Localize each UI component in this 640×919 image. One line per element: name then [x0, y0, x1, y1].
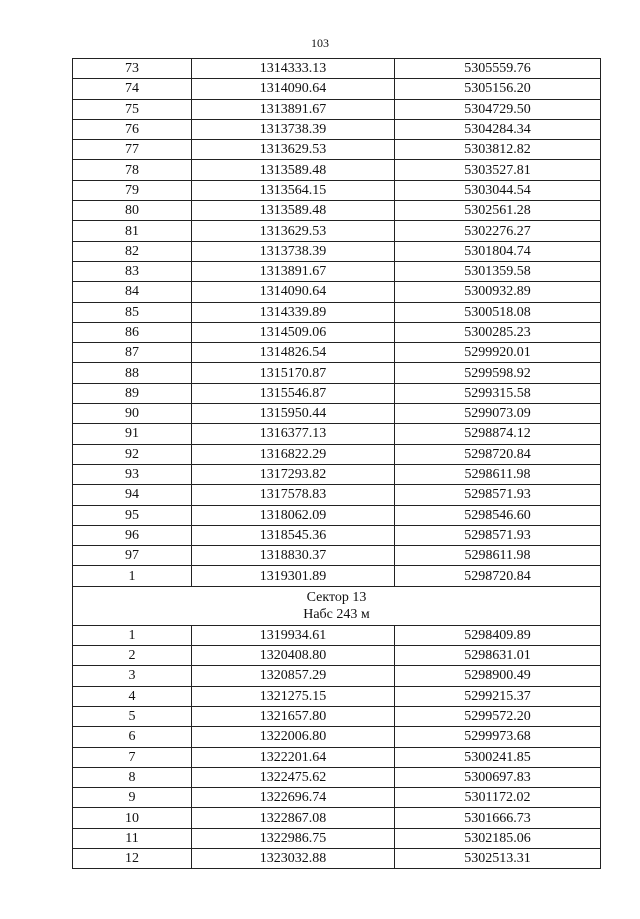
table-row: [73, 404, 601, 424]
table-row: [73, 646, 601, 666]
point-number-cell: 11: [73, 828, 192, 848]
coordinates-table: [72, 58, 601, 869]
point-number-cell: 74: [73, 79, 192, 99]
x-coordinate-cell: 1318545.36: [192, 525, 395, 545]
point-number-cell: 10: [73, 808, 192, 828]
x-coordinate-cell: 1316822.29: [192, 444, 395, 464]
table-row: [73, 119, 601, 139]
point-number-cell: 77: [73, 140, 192, 160]
x-coordinate-cell: 1313738.39: [192, 241, 395, 261]
y-coordinate-cell: 5298900.49: [395, 666, 601, 686]
table-row: [73, 302, 601, 322]
table-row: [73, 747, 601, 767]
x-coordinate-cell: 1323032.88: [192, 848, 395, 868]
table-row: [73, 160, 601, 180]
point-number-cell: 1: [73, 566, 192, 586]
point-number-cell: 73: [73, 59, 192, 79]
table-row: [73, 79, 601, 99]
y-coordinate-cell: 5301172.02: [395, 788, 601, 808]
point-number-cell: 89: [73, 383, 192, 403]
table-row: [73, 566, 601, 586]
y-coordinate-cell: 5298571.93: [395, 485, 601, 505]
x-coordinate-cell: 1321275.15: [192, 686, 395, 706]
point-number-cell: 9: [73, 788, 192, 808]
y-coordinate-cell: 5305156.20: [395, 79, 601, 99]
point-number-cell: 1: [73, 625, 192, 645]
y-coordinate-cell: 5299920.01: [395, 343, 601, 363]
point-number-cell: 96: [73, 525, 192, 545]
point-number-cell: 2: [73, 646, 192, 666]
y-coordinate-cell: 5299572.20: [395, 706, 601, 726]
point-number-cell: 93: [73, 464, 192, 484]
table-row: [73, 201, 601, 221]
point-number-cell: 95: [73, 505, 192, 525]
x-coordinate-cell: 1322867.08: [192, 808, 395, 828]
point-number-cell: 88: [73, 363, 192, 383]
point-number-cell: 83: [73, 261, 192, 281]
sector-title: Сектор 13: [306, 589, 367, 605]
y-coordinate-cell: 5300241.85: [395, 747, 601, 767]
table-row: [73, 828, 601, 848]
x-coordinate-cell: 1314509.06: [192, 322, 395, 342]
y-coordinate-cell: 5299315.58: [395, 383, 601, 403]
sector-subtitle: Набс 243 м: [303, 606, 370, 622]
point-number-cell: 87: [73, 343, 192, 363]
y-coordinate-cell: 5300285.23: [395, 322, 601, 342]
y-coordinate-cell: 5299073.09: [395, 404, 601, 424]
point-number-cell: 78: [73, 160, 192, 180]
table-row: [73, 221, 601, 241]
y-coordinate-cell: 5298874.12: [395, 424, 601, 444]
y-coordinate-cell: 5299598.92: [395, 363, 601, 383]
point-number-cell: 82: [73, 241, 192, 261]
x-coordinate-cell: 1321657.80: [192, 706, 395, 726]
y-coordinate-cell: 5298631.01: [395, 646, 601, 666]
point-number-cell: 92: [73, 444, 192, 464]
table-row: [73, 99, 601, 119]
y-coordinate-cell: 5304729.50: [395, 99, 601, 119]
point-number-cell: 79: [73, 180, 192, 200]
x-coordinate-cell: 1319301.89: [192, 566, 395, 586]
x-coordinate-cell: 1314090.64: [192, 79, 395, 99]
table-row: [73, 180, 601, 200]
point-number-cell: 97: [73, 546, 192, 566]
y-coordinate-cell: 5298611.98: [395, 546, 601, 566]
x-coordinate-cell: 1317578.83: [192, 485, 395, 505]
table-row: [73, 808, 601, 828]
x-coordinate-cell: 1322696.74: [192, 788, 395, 808]
y-coordinate-cell: 5301359.58: [395, 261, 601, 281]
point-number-cell: 84: [73, 282, 192, 302]
point-number-cell: 91: [73, 424, 192, 444]
table-row: [73, 241, 601, 261]
y-coordinate-cell: 5302276.27: [395, 221, 601, 241]
point-number-cell: 5: [73, 706, 192, 726]
point-number-cell: 8: [73, 767, 192, 787]
x-coordinate-cell: 1314090.64: [192, 282, 395, 302]
x-coordinate-cell: 1314339.89: [192, 302, 395, 322]
x-coordinate-cell: 1319934.61: [192, 625, 395, 645]
y-coordinate-cell: 5303044.54: [395, 180, 601, 200]
table-row: [73, 505, 601, 525]
x-coordinate-cell: 1313629.53: [192, 140, 395, 160]
x-coordinate-cell: 1322475.62: [192, 767, 395, 787]
y-coordinate-cell: 5302513.31: [395, 848, 601, 868]
table-row: [73, 383, 601, 403]
point-number-cell: 12: [73, 848, 192, 868]
table-row: [73, 666, 601, 686]
x-coordinate-cell: 1313589.48: [192, 201, 395, 221]
x-coordinate-cell: 1315546.87: [192, 383, 395, 403]
y-coordinate-cell: 5300518.08: [395, 302, 601, 322]
x-coordinate-cell: 1315950.44: [192, 404, 395, 424]
coordinates-table-body-a: [73, 59, 601, 587]
table-row: [73, 525, 601, 545]
y-coordinate-cell: 5298409.89: [395, 625, 601, 645]
point-number-cell: 3: [73, 666, 192, 686]
table-row: [73, 261, 601, 281]
table-row: [73, 343, 601, 363]
table-row: [73, 282, 601, 302]
point-number-cell: 90: [73, 404, 192, 424]
x-coordinate-cell: 1313738.39: [192, 119, 395, 139]
table-row: [73, 767, 601, 787]
x-coordinate-cell: 1313891.67: [192, 261, 395, 281]
x-coordinate-cell: 1313589.48: [192, 160, 395, 180]
point-number-cell: 76: [73, 119, 192, 139]
y-coordinate-cell: 5298546.60: [395, 505, 601, 525]
table-row: [73, 424, 601, 444]
y-coordinate-cell: 5305559.76: [395, 59, 601, 79]
point-number-cell: 94: [73, 485, 192, 505]
x-coordinate-cell: 1315170.87: [192, 363, 395, 383]
x-coordinate-cell: 1313629.53: [192, 221, 395, 241]
x-coordinate-cell: 1316377.13: [192, 424, 395, 444]
y-coordinate-cell: 5300932.89: [395, 282, 601, 302]
y-coordinate-cell: 5300697.83: [395, 767, 601, 787]
x-coordinate-cell: 1317293.82: [192, 464, 395, 484]
y-coordinate-cell: 5301666.73: [395, 808, 601, 828]
page-number: 103: [311, 36, 329, 50]
point-number-cell: 81: [73, 221, 192, 241]
table-row: [73, 727, 601, 747]
y-coordinate-cell: 5299215.37: [395, 686, 601, 706]
x-coordinate-cell: 1313891.67: [192, 99, 395, 119]
point-number-cell: 6: [73, 727, 192, 747]
x-coordinate-cell: 1314333.13: [192, 59, 395, 79]
table-row: [73, 848, 601, 868]
y-coordinate-cell: 5303527.81: [395, 160, 601, 180]
table-row: [73, 322, 601, 342]
point-number-cell: 75: [73, 99, 192, 119]
y-coordinate-cell: 5298571.93: [395, 525, 601, 545]
y-coordinate-cell: 5304284.34: [395, 119, 601, 139]
table-row: [73, 706, 601, 726]
sector-header-row: [73, 586, 601, 625]
y-coordinate-cell: 5302185.06: [395, 828, 601, 848]
y-coordinate-cell: 5298611.98: [395, 464, 601, 484]
x-coordinate-cell: 1322986.75: [192, 828, 395, 848]
y-coordinate-cell: 5299973.68: [395, 727, 601, 747]
table-row: [73, 59, 601, 79]
y-coordinate-cell: 5302561.28: [395, 201, 601, 221]
x-coordinate-cell: 1320857.29: [192, 666, 395, 686]
point-number-cell: 80: [73, 201, 192, 221]
table-row: [73, 444, 601, 464]
point-number-cell: 7: [73, 747, 192, 767]
x-coordinate-cell: 1314826.54: [192, 343, 395, 363]
point-number-cell: 85: [73, 302, 192, 322]
point-number-cell: 86: [73, 322, 192, 342]
y-coordinate-cell: 5298720.84: [395, 444, 601, 464]
x-coordinate-cell: 1313564.15: [192, 180, 395, 200]
sector-header-cell: [73, 586, 601, 625]
x-coordinate-cell: 1320408.80: [192, 646, 395, 666]
y-coordinate-cell: 5298720.84: [395, 566, 601, 586]
table-row: [73, 464, 601, 484]
x-coordinate-cell: 1318062.09: [192, 505, 395, 525]
x-coordinate-cell: 1322201.64: [192, 747, 395, 767]
table-row: [73, 485, 601, 505]
table-row: [73, 788, 601, 808]
coordinates-table-body-b: [73, 625, 601, 869]
y-coordinate-cell: 5303812.82: [395, 140, 601, 160]
y-coordinate-cell: 5301804.74: [395, 241, 601, 261]
table-row: [73, 625, 601, 645]
sector-header-body: [73, 586, 601, 625]
table-row: [73, 686, 601, 706]
x-coordinate-cell: 1318830.37: [192, 546, 395, 566]
x-coordinate-cell: 1322006.80: [192, 727, 395, 747]
table-row: [73, 363, 601, 383]
table-row: [73, 140, 601, 160]
point-number-cell: 4: [73, 686, 192, 706]
table-row: [73, 546, 601, 566]
